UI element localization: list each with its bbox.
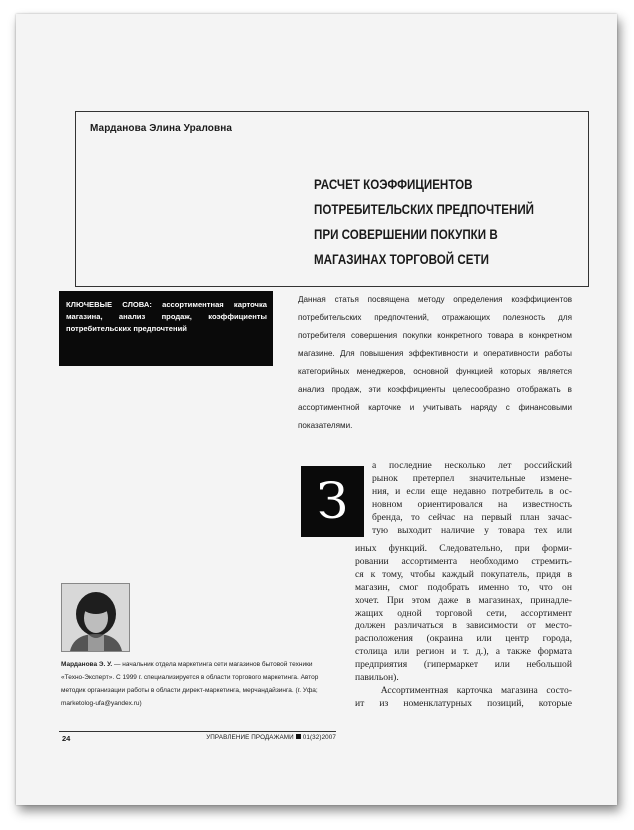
body-line: бренда, то сейчас на первый план зачас-	[372, 511, 572, 523]
body-line: жащих одной торговой сети, ассортимент	[355, 607, 572, 619]
body-line: а последние несколько лет российский	[372, 460, 572, 471]
author-bio	[61, 659, 337, 711]
keywords-box: КЛЮЧЕВЫЕ СЛОВА: ассортиментная карточка магазина, анализ продаж, коэффициенты потребительских предпочтений	[59, 291, 273, 366]
title-line: РАСЧЕТ КОЭФФИЦИЕНТОВ	[314, 177, 473, 192]
body-line: хочет. При этом даже в магазинах, принадле-	[355, 594, 572, 606]
body-line: столица или регион и т. д.), а также формата	[355, 646, 572, 658]
footer-divider	[59, 731, 336, 732]
abstract-text: Данная статья посвящена методу определения коэффициентов потребительских предпочтений, отражающих полезность для потребителя совершения покупки конкретного товара в конкретном магазине. Для повышения эффективности и оперативности работы категорийных менеджеров, основной функцией которых является анализ продаж, эти коэффициенты целесообразно отображать в ассортиментной карточке и учитывать наряду с финансовыми показателями.	[298, 295, 572, 430]
title-line: МАГАЗИНАХ ТОРГОВОЙ СЕТИ	[314, 252, 489, 267]
body-line: ся к тому, чтобы каждый покупатель, придя в	[355, 568, 572, 580]
body-line: расположения (окраина или центр города,	[355, 633, 572, 645]
author-name: Марданова Элина Ураловна	[90, 123, 233, 134]
body-text-short	[372, 460, 572, 537]
portrait-image	[62, 584, 129, 651]
author-bio-name: Марданова Э. У.	[61, 661, 113, 668]
body-line: тую выходит наличие у товара тех или	[372, 524, 572, 536]
journal-name: УПРАВЛЕНИЕ ПРОДАЖАМИ	[206, 734, 294, 741]
journal-footer	[196, 734, 336, 741]
title-box	[75, 111, 589, 287]
body-line: ит из номенклатурных позиций, которые	[355, 697, 572, 709]
body-line: павильон).	[355, 672, 399, 684]
page-number: 24	[62, 734, 71, 743]
title-line: ПОТРЕБИТЕЛЬСКИХ ПРЕДПОЧТЕНИЙ	[314, 202, 535, 217]
article-title	[314, 172, 544, 272]
drop-cap: З	[301, 466, 364, 537]
body-line: магазин, смог подобрать именно то, что он	[355, 581, 572, 593]
body-line: должен различаться в зависимости от место-	[355, 620, 572, 632]
journal-issue: 01(32)2007	[302, 734, 336, 741]
title-line: ПРИ СОВЕРШЕНИИ ПОКУПКИ В	[314, 227, 498, 242]
body-line: ния, и если еще недавно потребитель в ос-	[372, 485, 572, 497]
body-line: ровании ассортимента необходимо стремить-	[355, 555, 572, 567]
author-bio-text: — начальник отдела маркетинга сети магазинов бытовой техники «Техно-Эксперт». С 1999 г. специализируется в области торгового маркетинга. Автор методик организации работы в области директ-маркетинга, мерчандайзинга. (г. Уфа; marketolog-ufa@yandex.ru)	[61, 661, 319, 707]
body-line: иных функций. Следовательно, при форми-	[355, 543, 572, 554]
body-line: Ассортиментная карточка магазина состо-	[355, 684, 572, 696]
square-bullet-icon	[296, 734, 301, 739]
body-line: новном ориентировался на известность	[372, 498, 572, 510]
author-photo	[61, 583, 130, 652]
body-line: рынок претерпел значительные измене-	[372, 472, 572, 484]
body-text-full	[355, 543, 572, 711]
body-line: предприятия (гипермаркет или небольшой	[355, 659, 572, 671]
